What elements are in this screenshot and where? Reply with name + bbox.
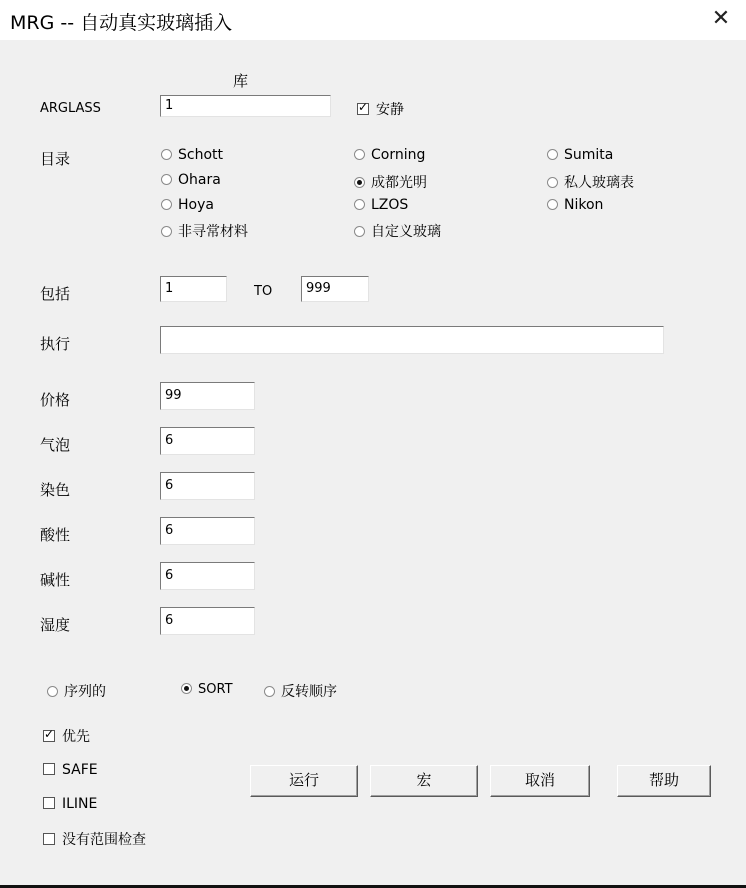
- macro-button[interactable]: 宏: [370, 765, 478, 797]
- include-to-input[interactable]: 999: [301, 276, 369, 302]
- checkbox-icon: [43, 833, 55, 845]
- weight-stain-label: 染色: [40, 481, 71, 499]
- run-button[interactable]: 运行: [250, 765, 358, 797]
- weight-humidity-input[interactable]: 6: [160, 607, 255, 635]
- catalog-radio-nikon[interactable]: [547, 197, 603, 213]
- radio-label: Corning: [371, 147, 426, 163]
- radio-icon: [547, 149, 558, 160]
- radio-label: 非寻常材料: [178, 224, 248, 240]
- radio-label: 自定义玻璃: [371, 224, 441, 240]
- radio-icon: [547, 177, 558, 188]
- radio-label: 成都光明: [371, 175, 427, 191]
- catalog-label: 目录: [40, 150, 71, 168]
- library-input[interactable]: 1: [160, 95, 331, 117]
- quiet-label: 安静: [376, 102, 404, 118]
- radio-icon: [354, 149, 365, 160]
- catalog-radio-hoya[interactable]: [161, 197, 214, 213]
- weight-alkali-label: 碱性: [40, 571, 71, 589]
- catalog-radio-lzos[interactable]: [354, 197, 408, 213]
- safe-checkbox[interactable]: [43, 762, 98, 778]
- checkbox-icon: [43, 763, 55, 775]
- include-from-input[interactable]: 1: [160, 276, 227, 302]
- radio-icon: [264, 686, 275, 697]
- catalog-radio-private[interactable]: [547, 172, 634, 192]
- execute-input[interactable]: [160, 326, 664, 354]
- weight-price-input[interactable]: 99: [160, 382, 255, 410]
- checkbox-icon: [43, 797, 55, 809]
- help-button[interactable]: 帮助: [617, 765, 711, 797]
- order-radio-sort[interactable]: [181, 681, 233, 697]
- catalog-radio-cdgm[interactable]: [354, 172, 427, 192]
- execute-label: 执行: [40, 335, 71, 353]
- weight-acid-input[interactable]: 6: [160, 517, 255, 545]
- radio-label: Hoya: [178, 197, 214, 213]
- weight-humidity-label: 湿度: [40, 616, 71, 634]
- radio-label: Nikon: [564, 197, 604, 213]
- radio-label: Ohara: [178, 172, 221, 188]
- radio-icon: [181, 683, 192, 694]
- radio-label: Sumita: [564, 147, 614, 163]
- include-label: 包括: [40, 285, 71, 303]
- radio-icon: [161, 149, 172, 160]
- radio-icon: [47, 686, 58, 697]
- cancel-button[interactable]: 取消: [490, 765, 590, 797]
- radio-label: SORT: [198, 682, 233, 697]
- order-radio-sequential[interactable]: [47, 681, 106, 701]
- catalog-radio-custom[interactable]: [354, 221, 441, 241]
- close-icon[interactable]: ✕: [711, 6, 731, 31]
- checkbox-label: SAFE: [62, 762, 98, 778]
- title-bar: [0, 0, 746, 40]
- catalog-radio-schott[interactable]: [161, 147, 223, 163]
- radio-icon: [354, 177, 365, 188]
- catalog-radio-corning[interactable]: [354, 147, 425, 163]
- checkbox-label: ILINE: [62, 796, 98, 812]
- checkbox-icon: [357, 103, 369, 115]
- priority-checkbox[interactable]: [43, 726, 90, 746]
- quiet-checkbox[interactable]: [357, 99, 404, 119]
- radio-label: 反转顺序: [281, 684, 337, 700]
- radio-icon: [161, 226, 172, 237]
- checkbox-label: 没有范围检查: [62, 832, 146, 848]
- iline-checkbox[interactable]: [43, 796, 97, 812]
- catalog-radio-sumita[interactable]: [547, 147, 613, 163]
- library-header: 库: [233, 72, 249, 90]
- weight-stain-input[interactable]: 6: [160, 472, 255, 500]
- radio-label: 序列的: [64, 684, 106, 700]
- radio-label: 私人玻璃表: [564, 175, 634, 191]
- checkbox-icon: [43, 730, 55, 742]
- weight-price-label: 价格: [40, 391, 71, 409]
- radio-label: LZOS: [371, 197, 409, 213]
- weight-bubble-input[interactable]: 6: [160, 427, 255, 455]
- weight-alkali-input[interactable]: 6: [160, 562, 255, 590]
- no-range-check-checkbox[interactable]: [43, 829, 146, 849]
- radio-icon: [161, 199, 172, 210]
- include-to-label: TO: [254, 284, 273, 299]
- radio-icon: [354, 199, 365, 210]
- checkbox-label: 优先: [62, 729, 90, 745]
- radio-label: Schott: [178, 147, 224, 163]
- catalog-radio-ohara[interactable]: [161, 172, 221, 188]
- window-title: MRG -- 自动真实玻璃插入: [10, 12, 233, 34]
- radio-icon: [161, 174, 172, 185]
- radio-icon: [354, 226, 365, 237]
- weight-acid-label: 酸性: [40, 526, 71, 544]
- weight-bubble-label: 气泡: [40, 436, 71, 454]
- catalog-radio-unusual[interactable]: [161, 221, 248, 241]
- radio-icon: [547, 199, 558, 210]
- order-radio-reverse[interactable]: [264, 681, 337, 701]
- library-label: ARGLASS: [40, 101, 101, 116]
